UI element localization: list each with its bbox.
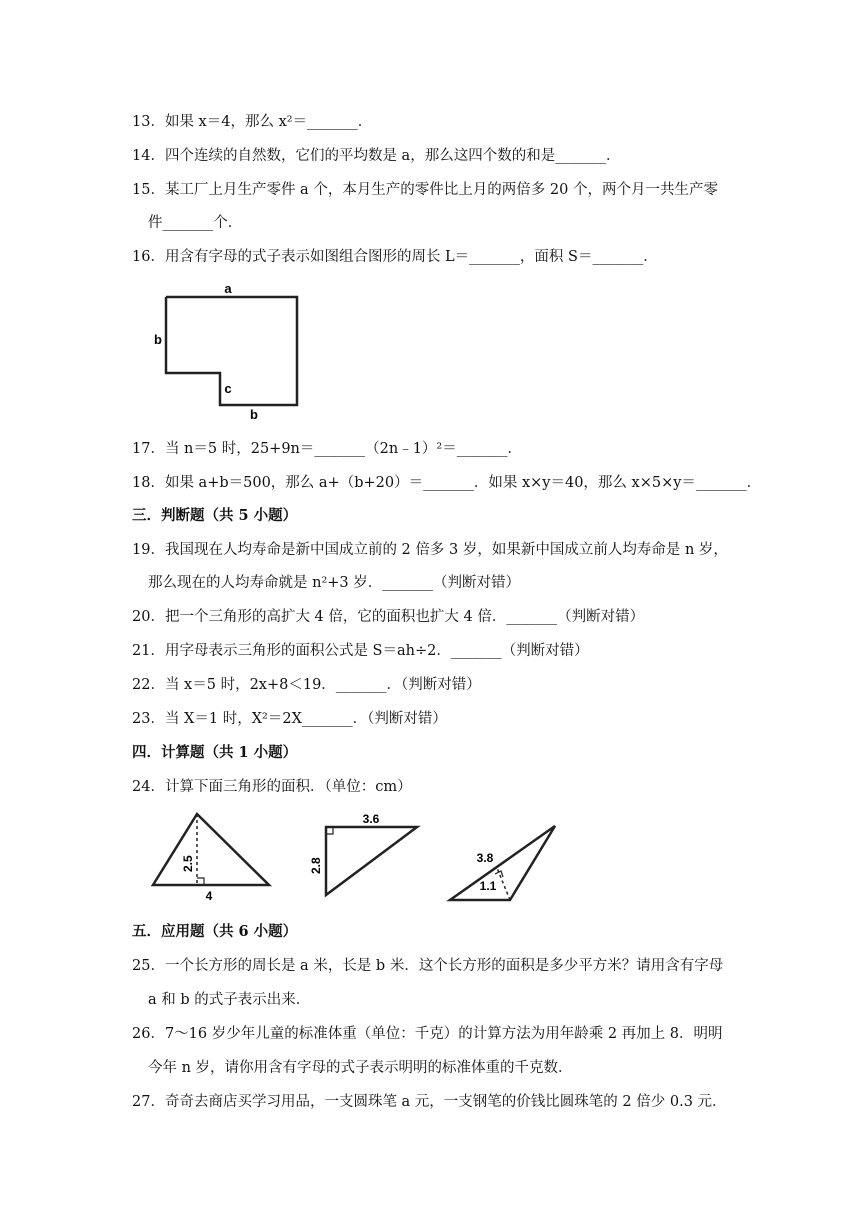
triangle-3-height-label: 1.1 (479, 879, 497, 893)
figure-16-label-a: a (224, 281, 232, 296)
question-25-line-1: 25．一个长方形的周长是 a 米，长是 b 米．这个长方形的面积是多少平方米？请用含有字母 (132, 958, 724, 974)
question-15-line-1: 15．某工厂上月生产零件 a 个，本月生产的零件比上月的两倍多 20 个，两个月一共生产零 (132, 182, 718, 198)
figure-16-label-b-left: b (154, 332, 162, 347)
section-3-heading: 三．判断题（共 5 小题） (132, 507, 298, 524)
question-13: 13．如果 x＝4，那么 x²＝_______． (132, 114, 373, 130)
section-5-heading: 五．应用题（共 6 小题） (132, 923, 298, 940)
question-17: 17．当 n＝5 时，25+9n＝_______（2n﹣1）²＝_______． (132, 441, 522, 457)
question-16: 16．用含有字母的式子表示如图组合图形的周长 L＝_______，面积 S＝_______． (132, 249, 658, 265)
question-15-line-2: 件_______个． (148, 215, 243, 231)
question-18: 18．如果 a+b＝500，那么 a+（b+20）＝_______．如果 x×y＝40，那么 x×5×y＝_______． (132, 475, 762, 491)
triangle-1-height-label: 2.5 (181, 855, 195, 872)
question-14: 14．四个连续的自然数，它们的平均数是 a，那么这四个数的和是_______． (132, 148, 621, 164)
question-27: 27．奇奇去商店买学习用品，一支圆珠笔 a 元，一支钢笔的价钱比圆珠笔的 2 倍少 0.3 元． (132, 1094, 727, 1110)
question-23: 23．当 X＝1 时，X²＝2X_______．（判断对错） (132, 711, 447, 727)
question-22: 22．当 x＝5 时，2x+8＜19．_______．（判断对错） (132, 677, 481, 693)
triangle-2-left-label: 2.8 (309, 857, 323, 874)
question-25-line-2: a 和 b 的式子表示出来． (148, 992, 311, 1008)
figure-16-label-c: c (224, 381, 232, 396)
triangle-3-side-label: 3.8 (476, 851, 494, 865)
triangle-1-base-label: 4 (205, 889, 213, 903)
question-26-line-2: 今年 n 岁，请你用含有字母的式子表示明明的标准体重的千克数． (148, 1060, 573, 1076)
section-4-heading: 四．计算题（共 1 小题） (132, 744, 298, 761)
figure-24-triangles (140, 806, 570, 911)
triangle-3 (450, 826, 555, 900)
triangle-1 (153, 814, 269, 903)
question-19-line-2: 那么现在的人均寿命就是 n²+3 岁．_______（判断对错） (148, 575, 520, 591)
question-19-line-1: 19．我国现在人均寿命是新中国成立前的 2 倍多 3 岁，如果新中国成立前人均寿命是 n 岁， (132, 542, 728, 558)
triangle-2-top-label: 3.6 (362, 812, 380, 826)
figure-16-label-b-bottom: b (250, 407, 258, 422)
question-21: 21．用字母表示三角形的面积公式是 S＝ah÷2．_______（判断对错） (132, 643, 589, 659)
question-20: 20．把一个三角形的高扩大 4 倍，它的面积也扩大 4 倍．_______（判断对错） (132, 609, 645, 625)
question-26-line-1: 26．7～16 岁少年儿童的标准体重（单位：千克）的计算方法为用年龄乘 2 再加上 8．明明 (132, 1026, 723, 1042)
figure-16-composite-shape (140, 278, 310, 423)
triangle-2 (309, 812, 417, 895)
question-24: 24．计算下面三角形的面积．（单位：cm） (132, 779, 412, 795)
